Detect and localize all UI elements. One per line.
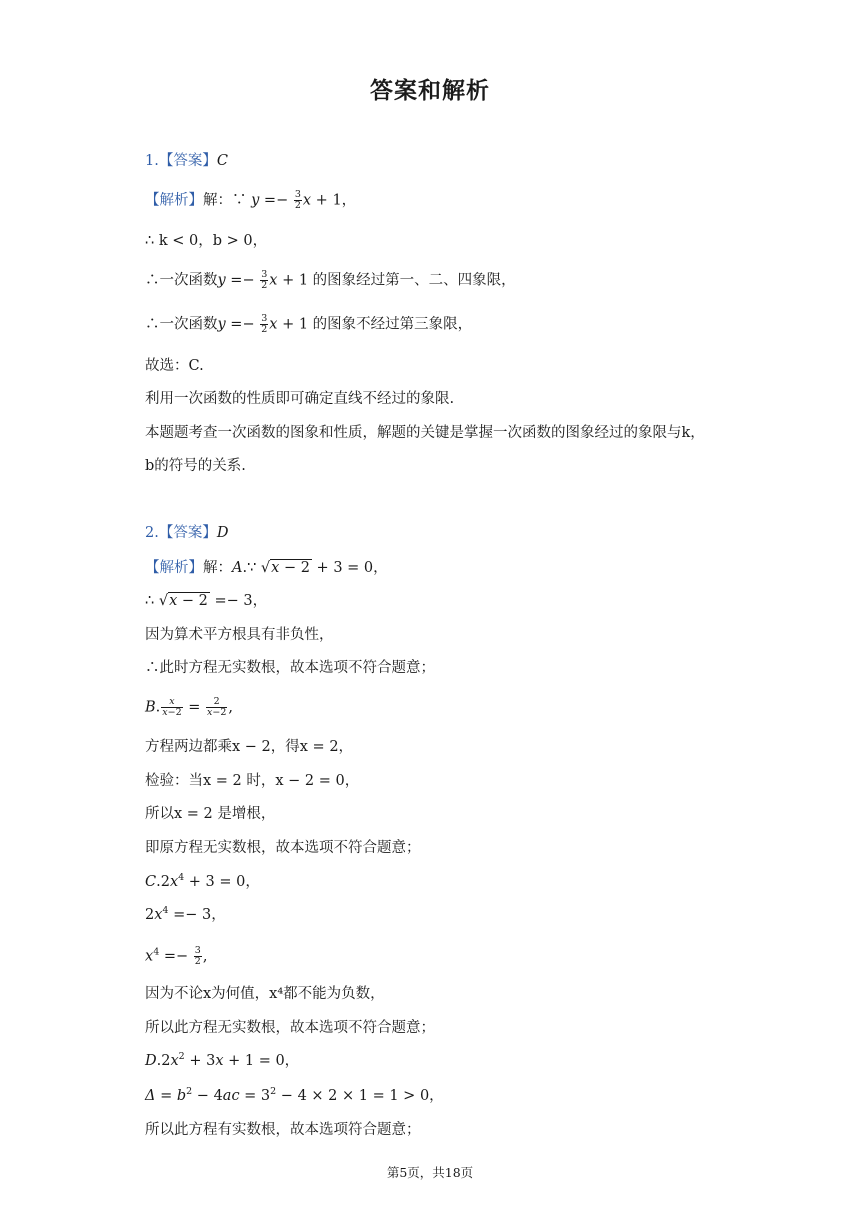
q2-line-8: 所以x = 2 是增根， [145,806,276,822]
page-footer: 第5页，共18页 [386,1165,474,1180]
q2-analysis-line: 【解析】解：A.∵ √x − 2 + 3 = 0， [145,560,388,576]
q2-answer-tag: 【答案】 [158,525,217,541]
q1-line-6: 利用一次函数的性质即可确定直线不经过的象限. [145,391,455,407]
q1-number: 1. [145,153,159,169]
q2-line-5: B. $\frac{x}{x-2}$ = $\frac{2}{x-2}$ , [145,696,233,718]
q2-line-6: 方程两边都乘x − 2，得x = 2， [145,739,354,755]
q1-line-5: 故选：C. [145,358,204,374]
q2-line-3: 因为算术平方根具有非负性， [145,627,334,643]
q2-line-11: $2x^4 =- 3$， [145,905,226,923]
q1-answer-tag: 【答案】 [158,153,217,169]
q1-line-2: ∴ k < 0，b > 0， [145,233,268,249]
q2-line-4: ∴此时方程无实数根，故本选项不符合题意； [145,660,435,676]
q2-line-15: $D.2x^2 + 3x + 1 = 0$， [145,1051,300,1069]
q1-line-7: 本题题考查一次函数的图象和性质，解题的关键是掌握一次函数的图象经过的象限与k， [145,425,705,441]
q2-line-7: 检验：当x = 2 时，x − 2 = 0， [145,773,360,789]
page-title: 答案和解析 [370,77,490,104]
q2-line-17: 所以此方程有实数根，故本选项符合题意； [145,1122,421,1138]
q1-line-8: b的符号的关系. [145,458,246,474]
q2-line-16: $\Delta = b^2 - 4ac = 3^2 - 4 \times 2 \times 1 = 1 > 0$， [145,1086,444,1104]
q2-answer: D [216,525,229,541]
q2-line-10: $C.2x^4 + 3 = 0$， [145,872,260,890]
q1-analysis-line: 【解析】解：∵ y =− $\frac{3}{2}$ x + 1， [145,189,357,211]
q1-jie: 解： [203,192,232,209]
q1-line-3: ∴一次函数y =− $\frac{3}{2}$ x + 1 的图象经过第一、二、四象限， [145,269,516,291]
q2-line-13: 因为不论x为何值，x⁴都不能为负数， [145,986,385,1002]
q1-answer-line [145,151,228,171]
q2-number: 2. [145,525,159,541]
q2-line-14: 所以此方程无实数根，故本选项不符合题意； [145,1020,435,1036]
q2-line-12: $x^4$ =− $\frac{3}{2}$ , [145,945,208,967]
q2-jie: 解： [203,560,232,576]
q1-analysis-tag: 【解析】 [145,192,203,209]
q2-line-2: ∴ √x − 2 =− 3， [145,593,268,609]
q2-answer-line [145,523,228,543]
q2-line-9: 即原方程无实数根，故本选项不符合题意； [145,840,421,856]
q1-answer: C [216,153,228,169]
q1-line-4: ∴一次函数y =− $\frac{3}{2}$ x + 1 的图象不经过第三象限， [145,313,473,335]
q2-analysis-tag: 【解析】 [145,560,203,576]
